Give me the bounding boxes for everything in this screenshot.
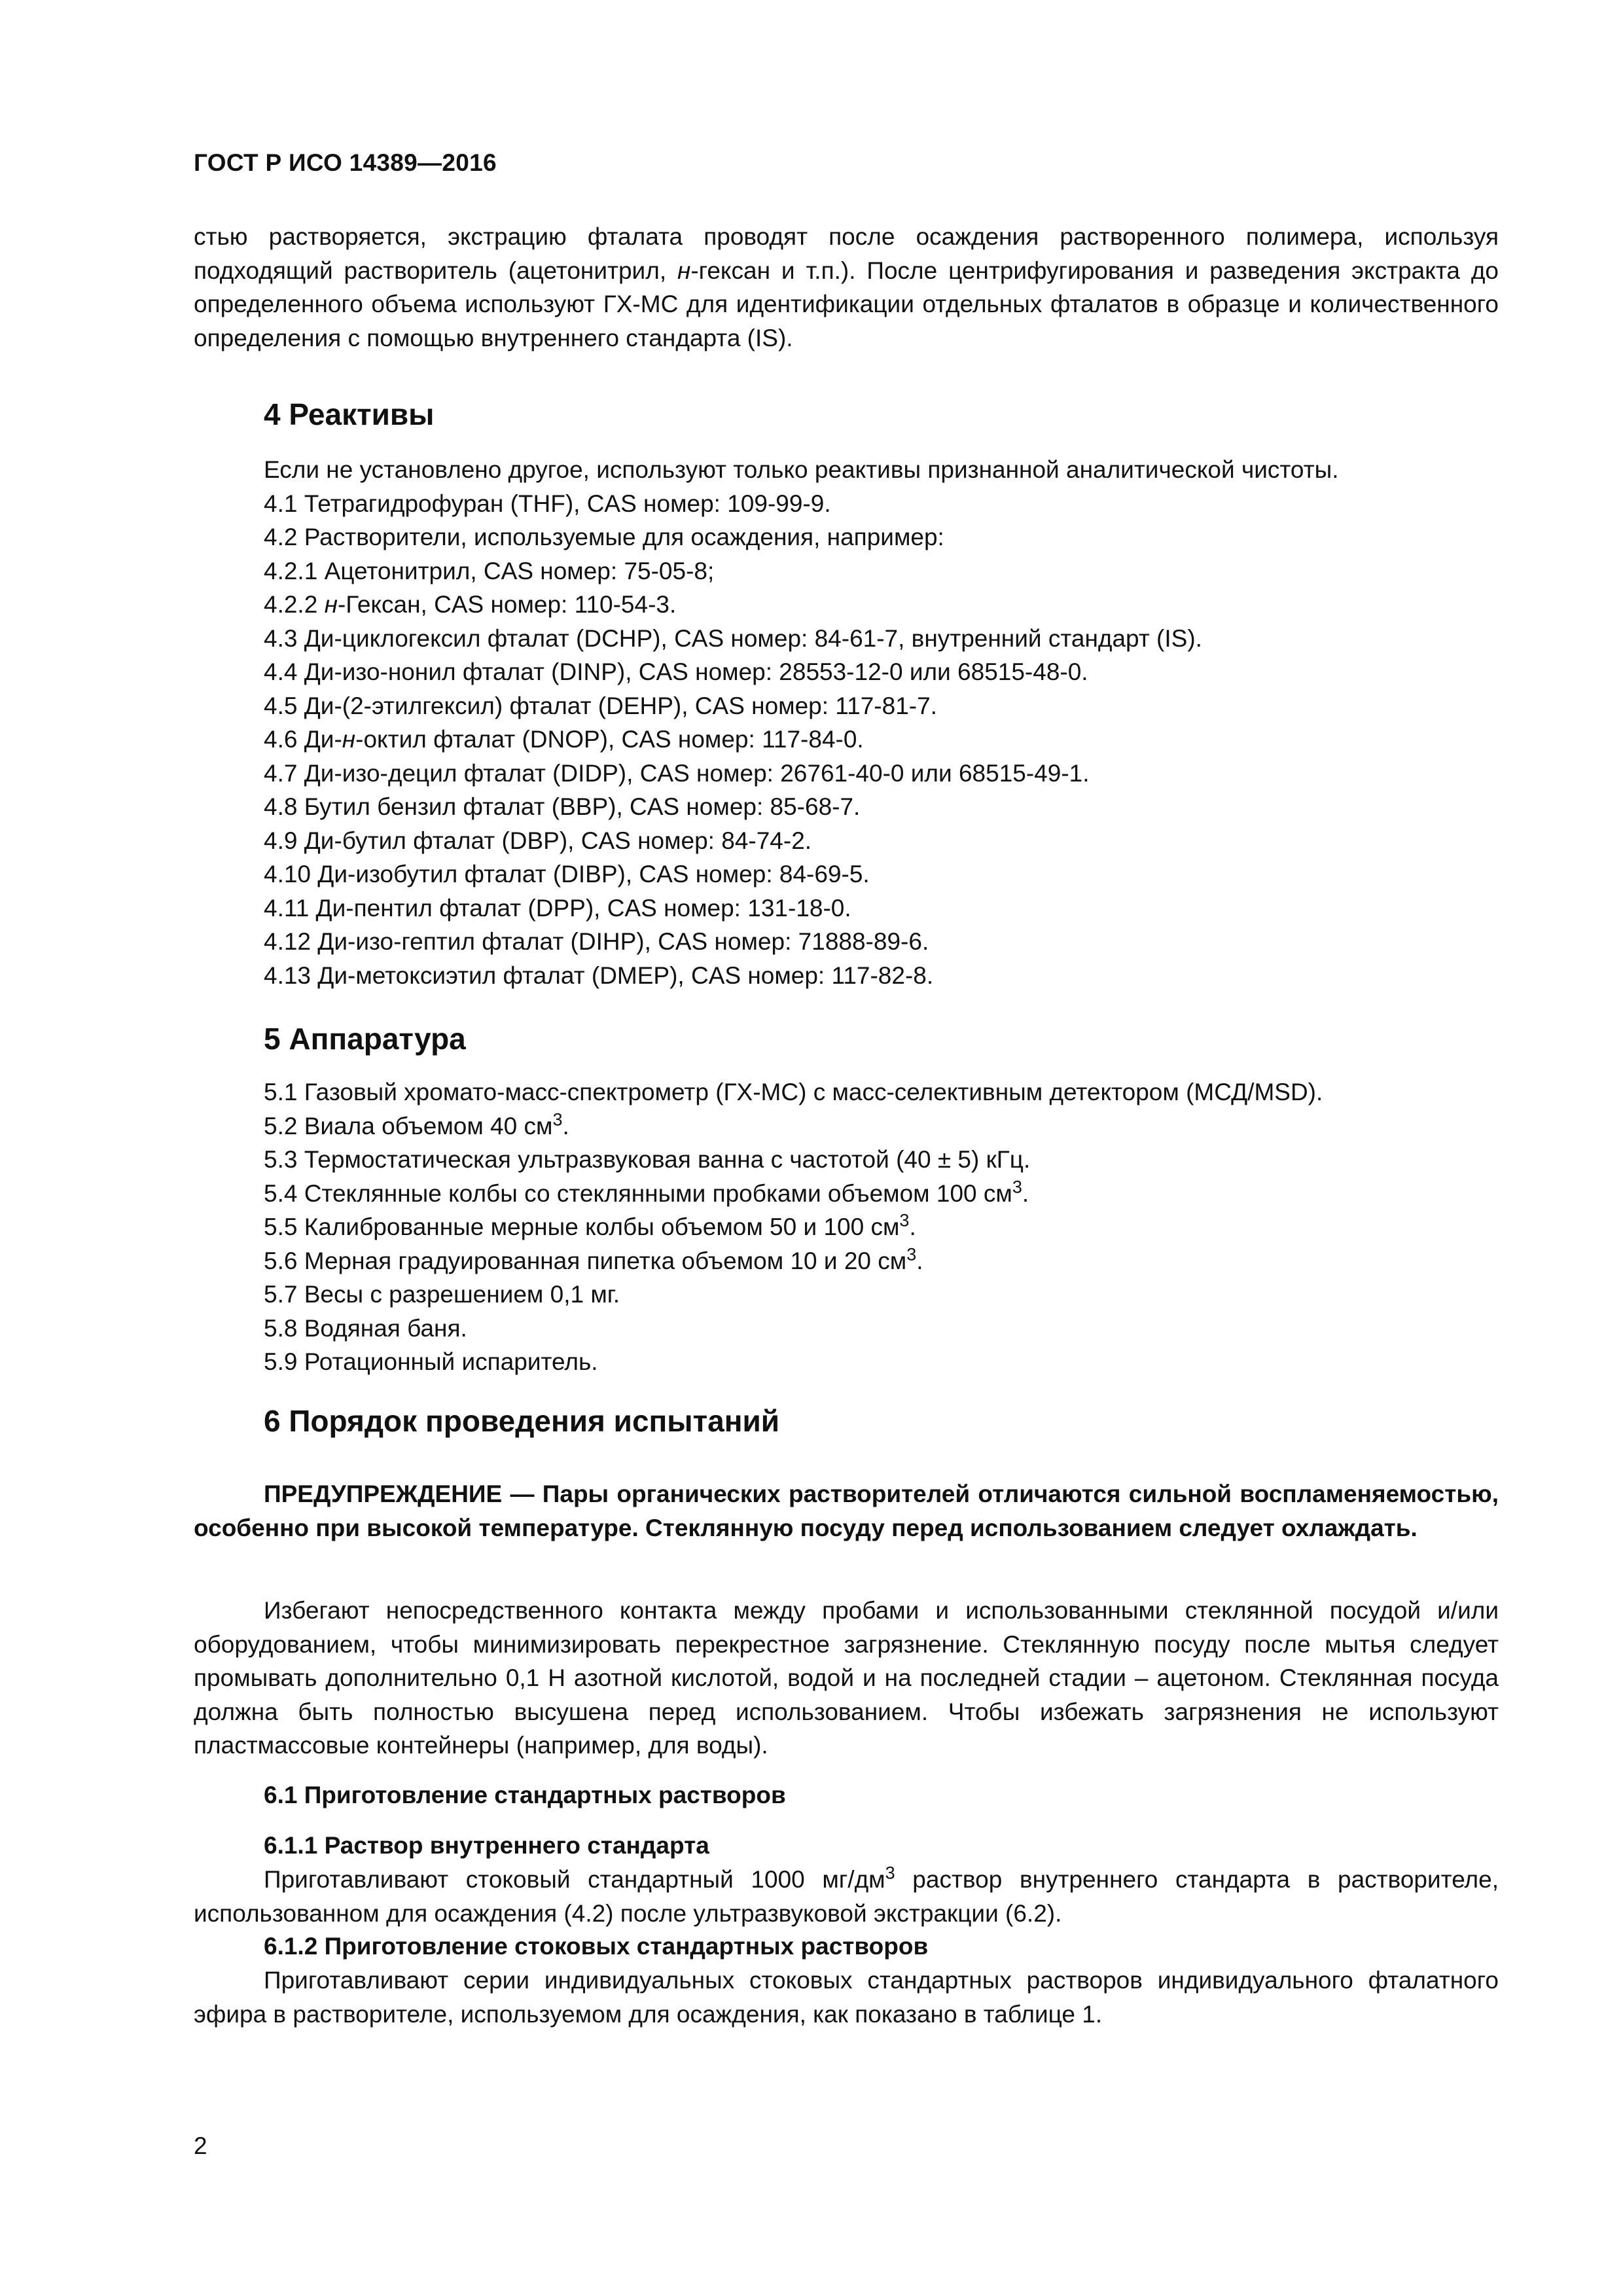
list-item: 5.7 Весы с разрешением 0,1 мг. — [264, 1281, 620, 1308]
superscript: 3 — [906, 1244, 917, 1265]
paragraph-text: Приготавливают стоковый стандартный 1000 мг/дм — [264, 1866, 885, 1893]
section-4-title: 4 Реактивы — [264, 397, 435, 431]
item-text: . — [1022, 1179, 1029, 1207]
item-text: . — [916, 1247, 923, 1274]
superscript: 3 — [899, 1210, 910, 1230]
intro-text-part1: стью растворяется, экстрацию фталата проводят после осаждения растворенного полимера, используя подходящий растворитель (ацетонитрил, — [194, 223, 1499, 284]
item-text: 5.5 Калиброванные мерные колбы объемом 50 и 100 см — [264, 1213, 900, 1240]
contamination-paragraph: Избегают непосредственного контакта между пробами и использованными стеклянной посудой и/или оборудованием, чтобы минимизировать перекрестное загрязнение. Стеклянную посуду после мытья следует промывать дополнительно 0,1 Н азотной кислотой, водой и на последней стадии – ацетоном. Стеклянная посуда должна быть полностью высушена перед использованием. Чтобы избежать загрязнения не используют пластмассовые контейнеры (например, для воды). — [194, 1597, 1499, 1759]
item-text: -октил фталат (DNOP), CAS номер: 117-84-0. — [355, 726, 864, 753]
intro-text-part2: -гексан и т.п.). После центрифугирования и разведения экстракта до определенного объема используют ГХ-МС для идентификации отдельных фталатов в образце и количественного определения с помощью внутреннего стандарта (IS). — [194, 257, 1499, 351]
list-item — [264, 1109, 1323, 1143]
section-5-title: 5 Аппаратура — [264, 1022, 466, 1056]
item-text: 5.2 Виала объемом 40 см — [264, 1112, 553, 1139]
page-number: 2 — [194, 2132, 207, 2159]
list-item: 4.13 Ди-метоксиэтил фталат (DMEP), CAS номер: 117-82-8. — [264, 961, 934, 989]
item-italic: н — [342, 726, 356, 753]
document-header: ГОСТ Р ИСО 14389—2016 — [194, 149, 497, 176]
list-item: 4.1 Тетрагидрофуран (THF), CAS номер: 109-99-9. — [264, 490, 831, 517]
subsection-6-1-title: 6.1 Приготовление стандартных растворов — [264, 1782, 786, 1808]
list-item — [264, 723, 1339, 757]
list-item: 4.11 Ди-пентил фталат (DPP), CAS номер: 131-18-0. — [264, 894, 851, 922]
intro-paragraph — [194, 220, 1499, 355]
superscript: 3 — [552, 1109, 563, 1130]
subsection-6-1-2-text: Приготавливают серии индивидуальных стоковых стандартных растворов индивидуального фталатного эфира в растворителе, используемом для осаждения, как показано в таблице 1. — [194, 1967, 1499, 2028]
superscript: 3 — [885, 1863, 895, 1883]
list-item: 4.9 Ди-бутил фталат (DBP), CAS номер: 84-74-2. — [264, 827, 812, 854]
list-item: 4.4 Ди-изо-нонил фталат (DINP), CAS номер: 28553-12-0 или 68515-48-0. — [264, 658, 1088, 685]
list-item — [264, 588, 1339, 622]
list-item: 5.9 Ротационный испаритель. — [264, 1348, 598, 1375]
warning-paragraph: ПРЕДУПРЕЖДЕНИЕ — Пары органических растворителей отличаются сильной воспламеняемостью, особенно при высокой температуре. Стеклянную посуду перед использованием следует охлаждать. — [194, 1480, 1499, 1541]
item-italic: н — [324, 591, 338, 618]
list-item: 4.2.1 Ацетонитрил, CAS номер: 75-05-8; — [264, 557, 715, 584]
section-4-list — [264, 453, 1339, 992]
item-text: . — [562, 1112, 569, 1139]
item-text: -Гексан, CAS номер: 110-54-3. — [337, 591, 677, 618]
subsection-6-1-1-title: 6.1.1 Раствор внутреннего стандарта — [264, 1832, 709, 1859]
superscript: 3 — [1012, 1177, 1022, 1197]
section-4-intro: Если не установлено другое, используют только реактивы признанной аналитической чистоты. — [264, 456, 1339, 483]
list-item: 4.10 Ди-изобутил фталат (DIBP), CAS номер: 84-69-5. — [264, 861, 870, 888]
list-item: 4.8 Бутил бензил фталат (BBP), CAS номер: 85-68-7. — [264, 793, 861, 820]
paragraph-text: раствор внутреннего стандарта в растворителе, использованном для осаждения (4.2) после ультразвуковой экстракции (6.2). — [194, 1866, 1499, 1927]
list-item: 5.3 Термостатическая ультразвуковая ванна с частотой (40 ± 5) кГц. — [264, 1146, 1031, 1173]
list-item: 4.3 Ди-циклогексил фталат (DCHP), CAS номер: 84-61-7, внутренний стандарт (IS). — [264, 624, 1202, 652]
subsection-6-1-1-text — [194, 1863, 1499, 1930]
intro-italic: н — [677, 257, 691, 284]
item-text: . — [909, 1213, 916, 1240]
item-text: 4.2.2 — [264, 591, 325, 618]
item-text: 5.6 Мерная градуированная пипетка объемом 10 и 20 см — [264, 1247, 907, 1274]
list-item: 4.7 Ди-изо-децил фталат (DIDP), CAS номер: 26761-40-0 или 68515-49-1. — [264, 759, 1090, 787]
item-text: 4.6 Ди- — [264, 726, 342, 753]
list-item: 4.5 Ди-(2-этилгексил) фталат (DEHP), CAS номер: 117-81-7. — [264, 692, 937, 719]
section-5-list — [264, 1075, 1323, 1379]
subsection-6-1-2-title: 6.1.2 Приготовление стоковых стандартных растворов — [264, 1933, 929, 1960]
list-item: 4.2 Растворители, используемые для осаждения, например: — [264, 524, 944, 550]
list-item: 5.8 Водяная баня. — [264, 1314, 467, 1342]
list-item — [264, 1177, 1323, 1211]
section-6-title: 6 Порядок проведения испытаний — [264, 1404, 780, 1438]
list-item — [264, 1244, 1323, 1278]
list-item: 4.12 Ди-изо-гептил фталат (DIHP), CAS номер: 71888-89-6. — [264, 928, 929, 955]
list-item — [264, 1210, 1323, 1244]
item-text: 5.4 Стеклянные колбы со стеклянными пробками объемом 100 см — [264, 1179, 1012, 1207]
list-item: 5.1 Газовый хромато-масс-спектрометр (ГХ-МС) с масс-селективным детектором (МСД/MSD). — [264, 1079, 1323, 1105]
